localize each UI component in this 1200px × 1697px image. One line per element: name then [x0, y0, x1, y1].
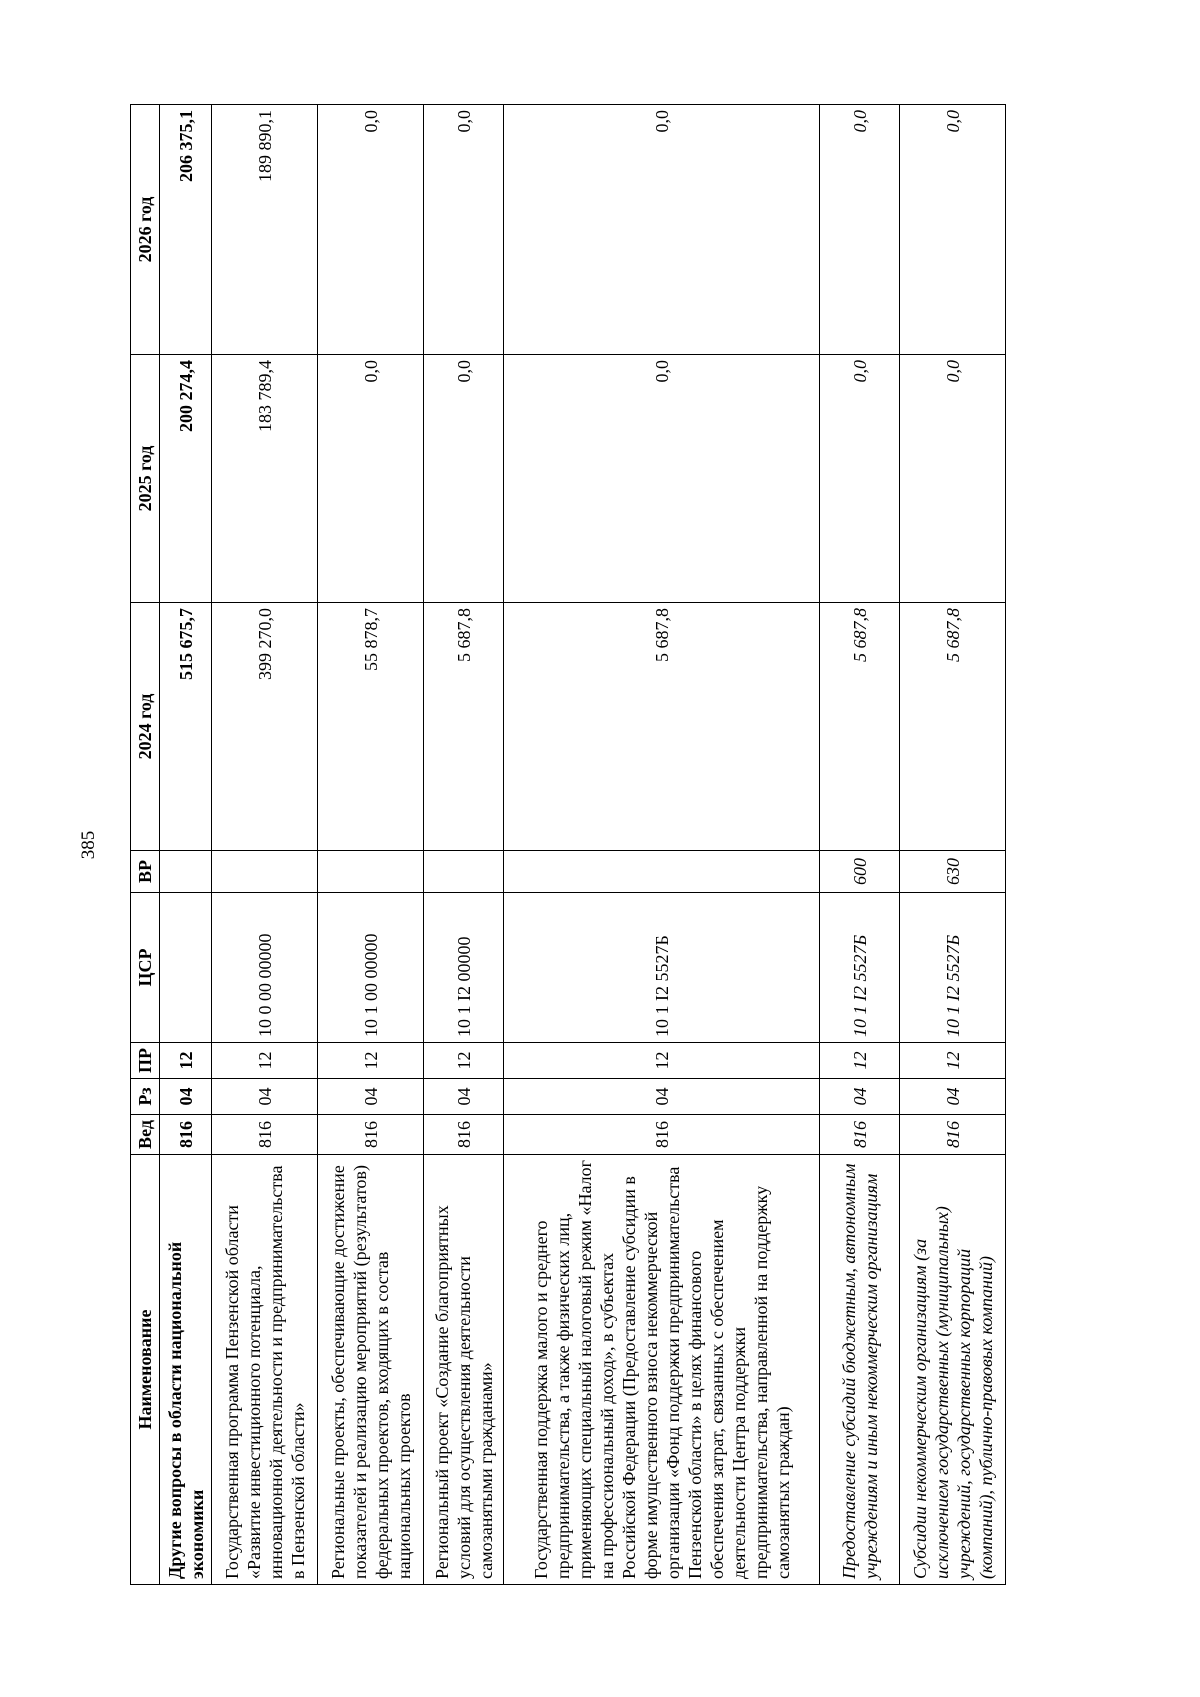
row-name: Государственная поддержка малого и среднего предпринимательства, а также физических лиц, применяющих специальный налоговый режим «Налог на профессиональный доход», в субъектах Российской Федерации (Предоставление субсидии в форме имущественного взноса некоммерческой организации «Фонд поддержки предпринимательства Пензенской области» в целях финансового обеспечения затрат, связанных с обеспечением деятельности Центра поддержки предпринимательства, направленной на поддержку самозанятых граждан) — [504, 1155, 820, 1585]
header-2024: 2024 год — [131, 603, 160, 851]
row-2025: 0,0 — [504, 355, 820, 603]
row-name: Другие вопросы в области национальной экономики — [160, 1155, 212, 1585]
row-csr: 10 1 I2 5527Б — [900, 893, 1006, 1043]
row-rz: 04 — [820, 1079, 900, 1115]
row-pr: 12 — [212, 1043, 318, 1079]
row-csr: 10 1 I2 00000 — [424, 893, 504, 1043]
page-number: 385 — [78, 830, 99, 860]
row-vr: 600 — [820, 851, 900, 893]
row-2026: 0,0 — [820, 105, 900, 355]
row-name: Государственная программа Пензенской области «Развитие инвестиционного потенциала, инновационной деятельности и предпринимательства в Пензенской области» — [212, 1155, 318, 1585]
row-vr — [424, 851, 504, 893]
row-pr: 12 — [820, 1043, 900, 1079]
row-2026: 0,0 — [900, 105, 1006, 355]
row-name: Субсидии некоммерческим организациям (за исключением государственных (муниципальных) учреждений, государственных корпораций (компаний), публично-правовых компаний) — [900, 1155, 1006, 1585]
table-row — [318, 105, 424, 1585]
row-csr: 10 0 00 00000 — [212, 893, 318, 1043]
row-name: Предоставление субсидий бюджетным, автономным учреждениям и иным некоммерческим организациям — [820, 1155, 900, 1585]
row-csr: 10 1 00 00000 — [318, 893, 424, 1043]
row-pr: 12 — [900, 1043, 1006, 1079]
header-vr: ВР — [131, 851, 160, 893]
header-2025: 2025 год — [131, 355, 160, 603]
row-rz: 04 — [160, 1079, 212, 1115]
row-2024: 5 687,8 — [820, 603, 900, 851]
row-2025: 200 274,4 — [160, 355, 212, 603]
row-name: Региональные проекты, обеспечивающие достижение показателей и реализацию мероприятий (результатов) федеральных проектов, входящих в состав национальных проектов — [318, 1155, 424, 1585]
row-vr — [504, 851, 820, 893]
row-csr: 10 1 I2 5527Б — [820, 893, 900, 1043]
row-rz: 04 — [504, 1079, 820, 1115]
row-2024: 5 687,8 — [504, 603, 820, 851]
row-ved: 816 — [504, 1115, 820, 1155]
row-2024: 515 675,7 — [160, 603, 212, 851]
table-row — [900, 105, 1006, 1585]
row-vr — [318, 851, 424, 893]
row-rz: 04 — [318, 1079, 424, 1115]
row-vr — [212, 851, 318, 893]
row-pr: 12 — [318, 1043, 424, 1079]
row-pr: 12 — [504, 1043, 820, 1079]
row-ved: 816 — [212, 1115, 318, 1155]
header-rz: Рз — [131, 1079, 160, 1115]
row-pr: 12 — [424, 1043, 504, 1079]
table-row — [820, 105, 900, 1585]
row-vr: 630 — [900, 851, 1006, 893]
row-ved: 816 — [900, 1115, 1006, 1155]
table-header-row — [131, 105, 160, 1585]
row-2025: 0,0 — [318, 355, 424, 603]
row-pr: 12 — [160, 1043, 212, 1079]
row-vr — [160, 851, 212, 893]
row-2026: 206 375,1 — [160, 105, 212, 355]
row-csr: 10 1 I2 5527Б — [504, 893, 820, 1043]
row-2025: 0,0 — [900, 355, 1006, 603]
row-csr — [160, 893, 212, 1043]
header-pr: ПР — [131, 1043, 160, 1079]
row-name: Региональный проект «Создание благоприятных условий для осуществления деятельности самозанятыми гражданами» — [424, 1155, 504, 1585]
row-2026: 189 890,1 — [212, 105, 318, 355]
row-2025: 0,0 — [820, 355, 900, 603]
header-csr: ЦСР — [131, 893, 160, 1043]
header-name: Наименование — [131, 1155, 160, 1585]
row-2024: 5 687,8 — [424, 603, 504, 851]
row-rz: 04 — [424, 1079, 504, 1115]
row-2024: 399 270,0 — [212, 603, 318, 851]
row-rz: 04 — [900, 1079, 1006, 1115]
table-row — [424, 105, 504, 1585]
row-ved: 816 — [160, 1115, 212, 1155]
row-2024: 55 878,7 — [318, 603, 424, 851]
header-ved: Вед — [131, 1115, 160, 1155]
budget-table — [130, 104, 1006, 1585]
row-2025: 183 789,4 — [212, 355, 318, 603]
row-ved: 816 — [318, 1115, 424, 1155]
row-rz: 04 — [212, 1079, 318, 1115]
row-2025: 0,0 — [424, 355, 504, 603]
row-ved: 816 — [424, 1115, 504, 1155]
row-ved: 816 — [820, 1115, 900, 1155]
table-row — [504, 105, 820, 1585]
row-2026: 0,0 — [424, 105, 504, 355]
table-row — [160, 105, 212, 1585]
table-row — [212, 105, 318, 1585]
header-2026: 2026 год — [131, 105, 160, 355]
row-2026: 0,0 — [318, 105, 424, 355]
rotated-page-content — [78, 105, 1065, 1585]
row-2024: 5 687,8 — [900, 603, 1006, 851]
row-2026: 0,0 — [504, 105, 820, 355]
